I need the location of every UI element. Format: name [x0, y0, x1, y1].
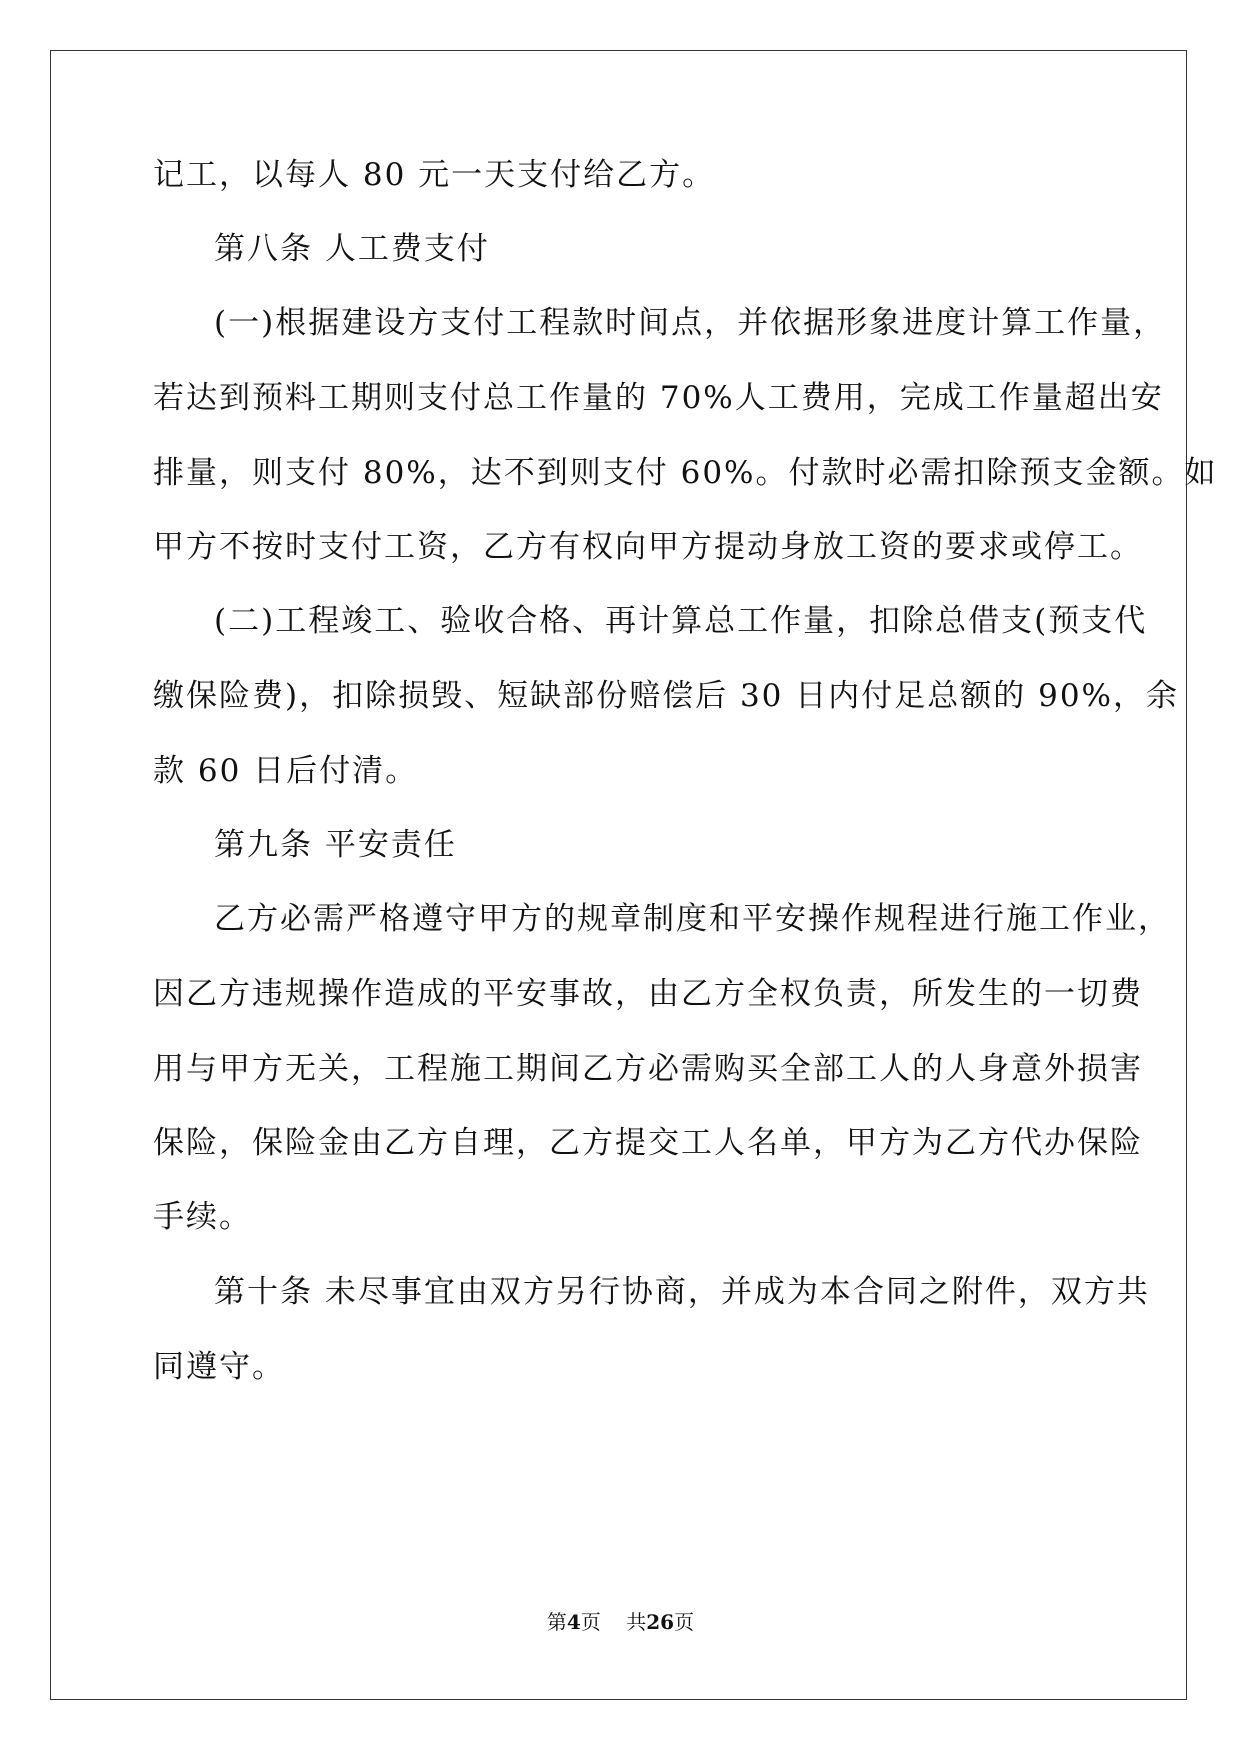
- page-border: [50, 50, 1187, 1700]
- paragraph-line: 排量，则支付 80%，达不到则支付 60%。付款时必需扣除预支金额。如: [153, 455, 1218, 491]
- footer-suffix: 页: [674, 1610, 695, 1634]
- paragraph-line: 乙方必需严格遵守甲方的规章制度和平安操作规程进行施工作业，: [214, 901, 1171, 937]
- paragraph-line: (二)工程竣工、验收合格、再计算总工作量，扣除总借支(预支代: [214, 603, 1148, 639]
- paragraph-line: 手续。: [153, 1199, 252, 1235]
- paragraph-line: 款 60 日后付清。: [153, 753, 419, 789]
- paragraph-line: 甲方不按时支付工资，乙方有权向甲方提动身放工资的要求或停工。: [153, 529, 1143, 565]
- paragraph-line: 缴保险费)，扣除损毁、短缺部份赔偿后 30 日内付足总额的 90%，余: [153, 678, 1180, 714]
- paragraph-line: 因乙方违规操作造成的平安事故，由乙方全权负责，所发生的一切费: [153, 976, 1143, 1012]
- paragraph-line: 记工，以每人 80 元一天支付给乙方。: [153, 157, 716, 193]
- footer-mid: 页 共: [580, 1610, 647, 1634]
- page-footer: [0, 1609, 1241, 1635]
- paragraph-line: (一)根据建设方支付工程款时间点，并依据形象进度计算工作量，: [214, 305, 1167, 341]
- section-heading-8: 第八条 人工费支付: [214, 231, 490, 267]
- paragraph-line: 保险，保险金由乙方自理，乙方提交工人名单，甲方为乙方代办保险: [153, 1125, 1143, 1161]
- paragraph-line: 同遵守。: [153, 1349, 285, 1385]
- footer-total-pages: 26: [646, 1610, 675, 1634]
- footer-prefix: 第: [546, 1610, 567, 1634]
- section-heading-10: 第十条 未尽事宜由双方另行协商，并成为本合同之附件，双方共: [214, 1274, 1150, 1310]
- paragraph-line: 若达到预料工期则支付总工作量的 70%人工费用，完成工作量超出安: [153, 380, 1164, 416]
- footer-page-number: 4: [566, 1610, 581, 1634]
- section-heading-9: 第九条 平安责任: [214, 827, 457, 863]
- paragraph-line: 用与甲方无关，工程施工期间乙方必需购买全部工人的人身意外损害: [153, 1051, 1143, 1087]
